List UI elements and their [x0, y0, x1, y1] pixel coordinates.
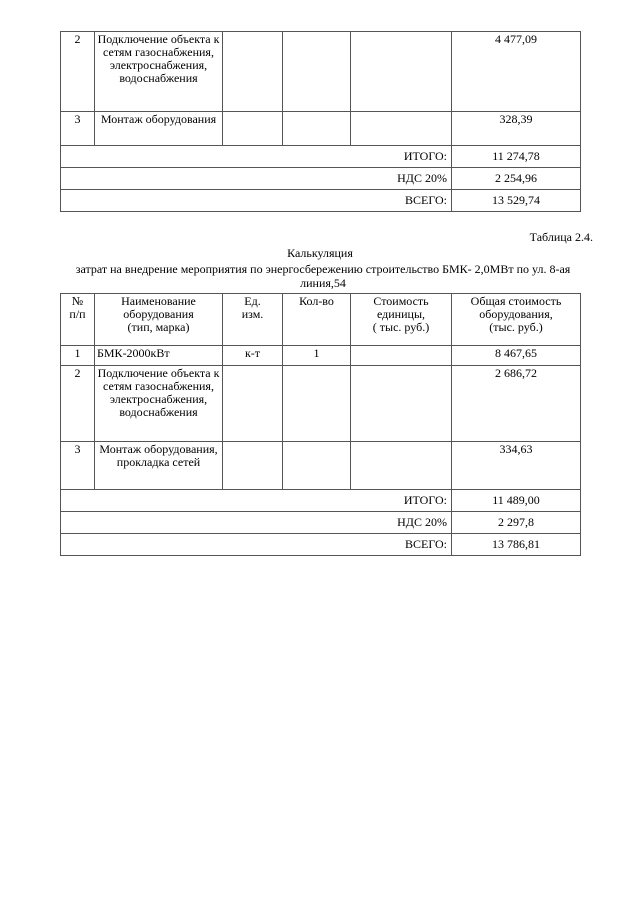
row-number: 3: [61, 112, 95, 146]
totals-row-vat: [61, 168, 581, 190]
row-name: Подключение объекта к сетям газоснабжения, электроснабжения, водоснабжения: [95, 366, 223, 442]
table-row: [61, 32, 581, 112]
row-qty: [283, 32, 351, 112]
row-name: БМК-2000кВт: [95, 346, 223, 366]
row-price: [351, 32, 452, 112]
totals-row-itogo: [61, 490, 581, 512]
row-qty: 1: [283, 346, 351, 366]
totals-value: 11 489,00: [452, 490, 581, 512]
row-price: [351, 112, 452, 146]
row-unit: [223, 366, 283, 442]
totals-label: НДС 20%: [61, 512, 452, 534]
row-number: 3: [61, 442, 95, 490]
row-number: 2: [61, 32, 95, 112]
totals-value: 2 297,8: [452, 512, 581, 534]
totals-row-itogo: [61, 146, 581, 168]
row-price: [351, 442, 452, 490]
totals-row-vsego: [61, 534, 581, 556]
header-num: № п/п: [61, 294, 95, 346]
table-row: [61, 346, 581, 366]
row-price: [351, 346, 452, 366]
totals-row-vsego: [61, 190, 581, 212]
row-total: 8 467,65: [452, 346, 581, 366]
row-unit: к-т: [223, 346, 283, 366]
cost-table-continued: [60, 31, 581, 212]
totals-value: 11 274,78: [452, 146, 581, 168]
totals-label: НДС 20%: [61, 168, 452, 190]
row-qty: [283, 366, 351, 442]
table-row: [61, 366, 581, 442]
cost-table: [60, 293, 581, 556]
row-total: 334,63: [452, 442, 581, 490]
row-price: [351, 366, 452, 442]
row-unit: [223, 32, 283, 112]
totals-label: ВСЕГО:: [61, 534, 452, 556]
totals-row-vat: [61, 512, 581, 534]
table-caption: Таблица 2.4.: [529, 230, 593, 244]
table-row: [61, 112, 581, 146]
row-name: Монтаж оборудования: [95, 112, 223, 146]
row-number: 2: [61, 366, 95, 442]
totals-value: 13 529,74: [452, 190, 581, 212]
row-total: 4 477,09: [452, 32, 581, 112]
totals-label: ИТОГО:: [61, 146, 452, 168]
row-unit: [223, 442, 283, 490]
row-total: 2 686,72: [452, 366, 581, 442]
totals-label: ВСЕГО:: [61, 190, 452, 212]
header-unit: Ед. изм.: [223, 294, 283, 346]
row-qty: [283, 442, 351, 490]
row-unit: [223, 112, 283, 146]
table-row: [61, 442, 581, 490]
row-number: 1: [61, 346, 95, 366]
row-total: 328,39: [452, 112, 581, 146]
header-qty: Кол-во: [283, 294, 351, 346]
header-price: Стоимость единицы, ( тыс. руб.): [351, 294, 452, 346]
calculation-subtitle: затрат на внедрение мероприятия по энергосбережению строительство БМК- 2,0МВт по ул. 8-ая линия,54: [75, 262, 571, 290]
calculation-title: Калькуляция: [287, 246, 353, 260]
totals-label: ИТОГО:: [61, 490, 452, 512]
table-header-row: [61, 294, 581, 346]
row-name: Подключение объекта к сетям газоснабжения, электроснабжения, водоснабжения: [95, 32, 223, 112]
row-qty: [283, 112, 351, 146]
row-name: Монтаж оборудования, прокладка сетей: [95, 442, 223, 490]
header-name: Наименование оборудования (тип, марка): [95, 294, 223, 346]
header-total: Общая стоимость оборудования, (тыс. руб.): [452, 294, 581, 346]
totals-value: 13 786,81: [452, 534, 581, 556]
totals-value: 2 254,96: [452, 168, 581, 190]
